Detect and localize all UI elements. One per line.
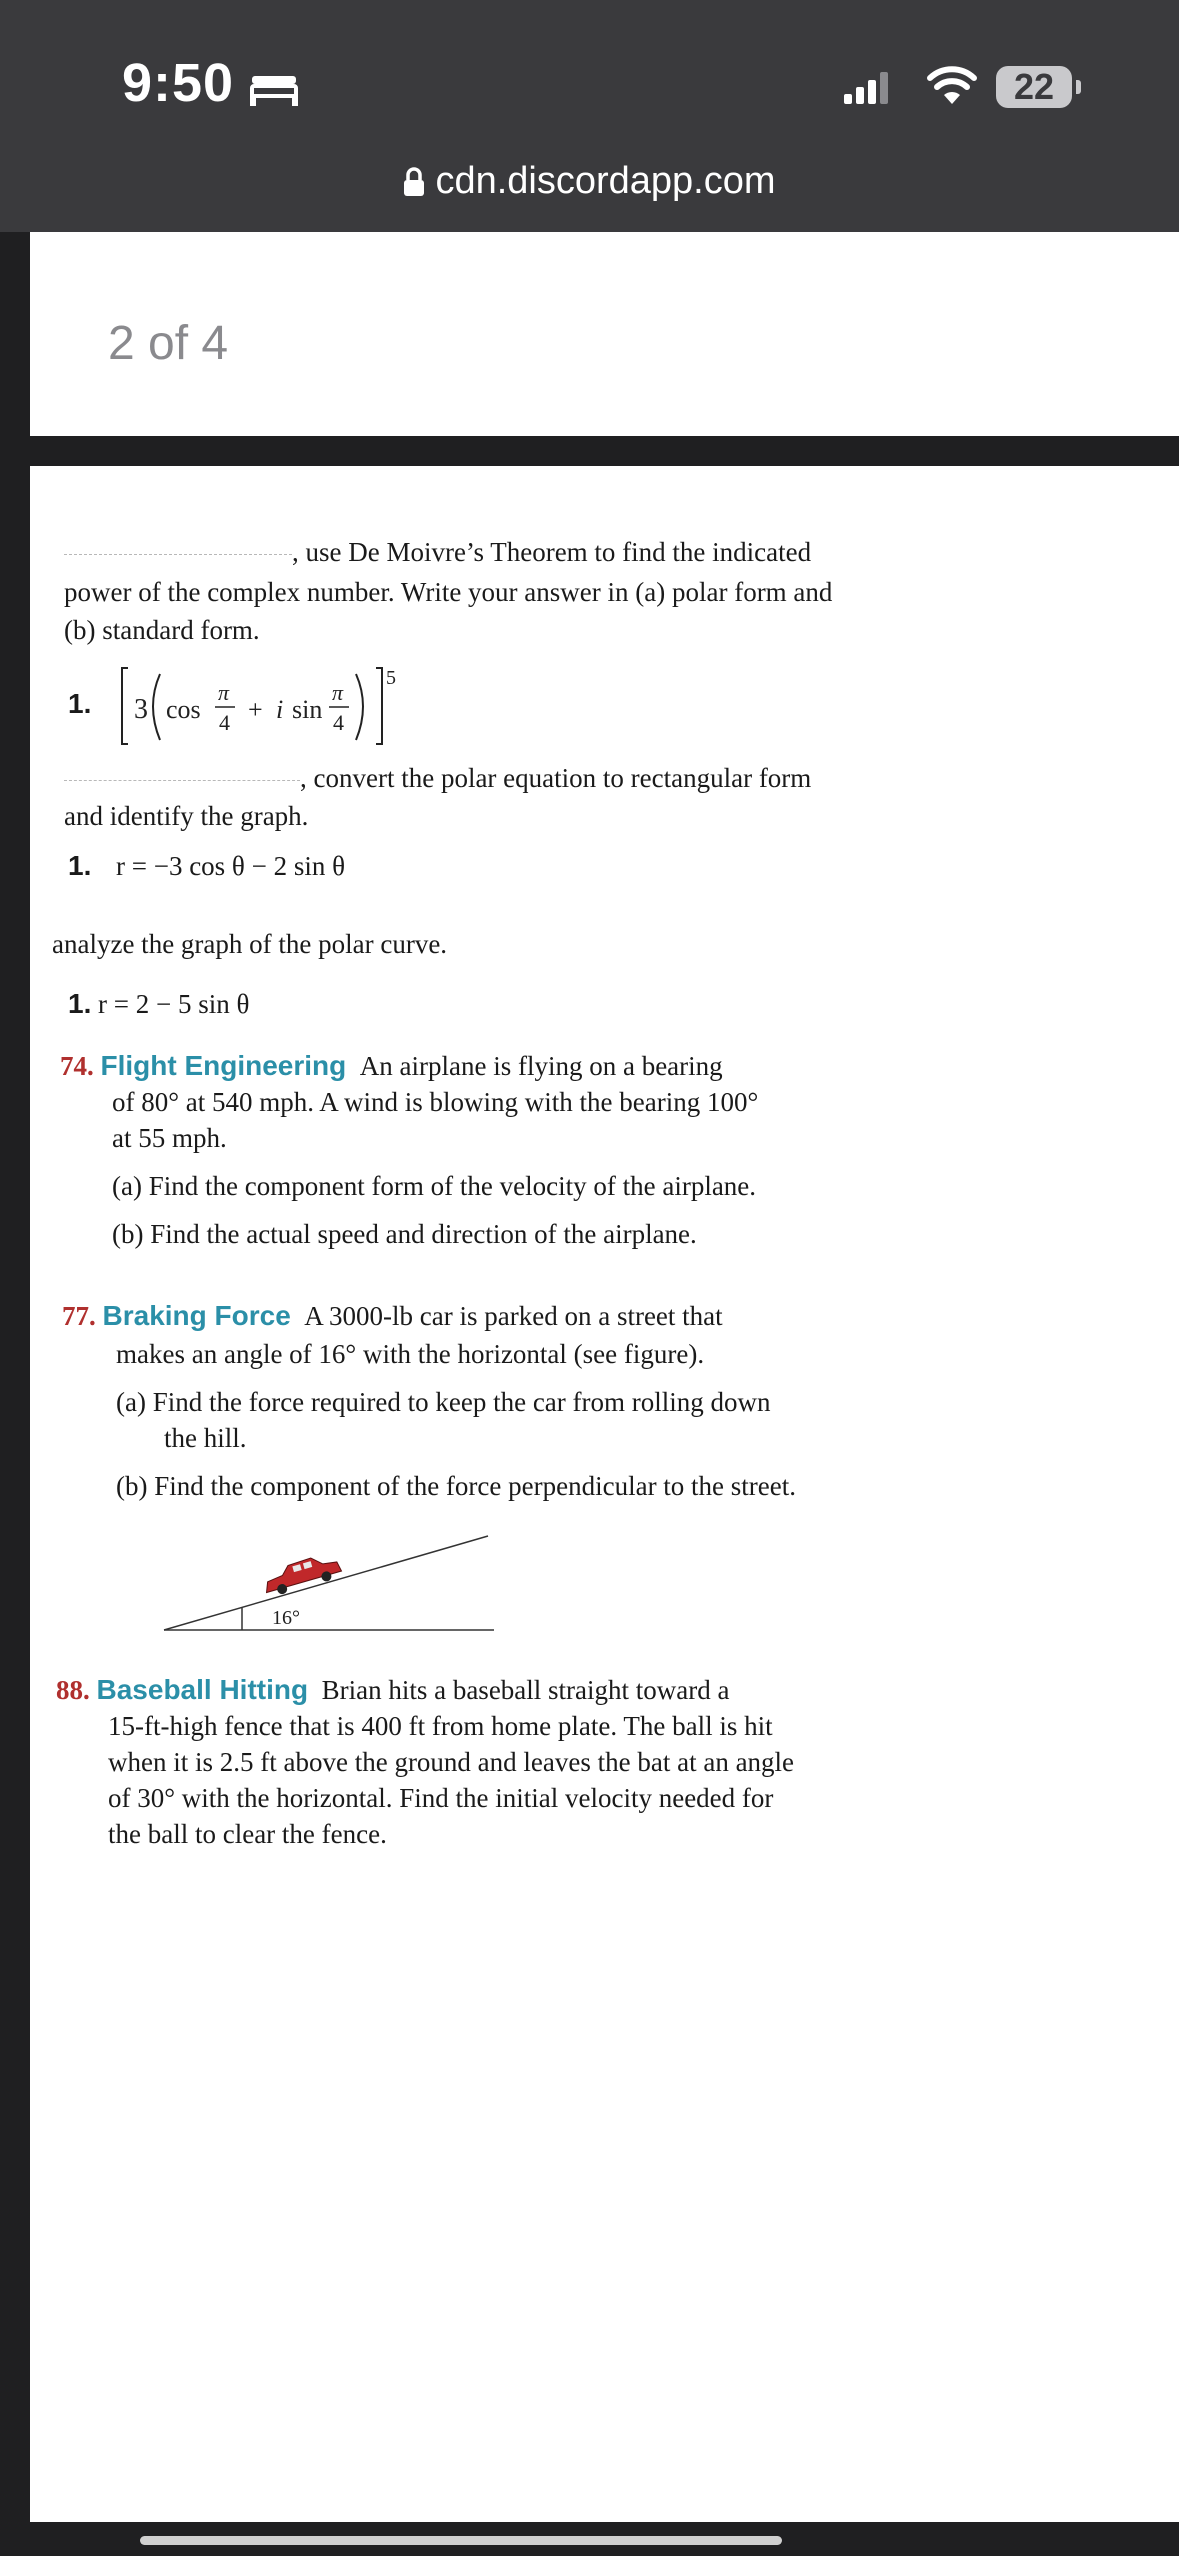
- p88-text-line5: the ball to clear the fence.: [108, 1819, 387, 1849]
- p74-part-a: (a) Find the component form of the velocity of the airplane.: [112, 1171, 757, 1201]
- p88-text-line4: of 30° with the horizontal. Find the initial velocity needed for: [108, 1783, 774, 1813]
- svg-text:cos: cos: [166, 695, 201, 724]
- svg-text:π: π: [218, 680, 230, 705]
- sleep-mode-icon: [248, 72, 300, 108]
- p77-number: 77.: [62, 1301, 96, 1331]
- intro3-line: analyze the graph of the polar curve.: [52, 929, 448, 959]
- incline-figure: [160, 1528, 500, 1638]
- problem3-number: 1.: [68, 988, 92, 1019]
- p77-text-line1: A 3000-lb car is parked on a street that: [304, 1301, 723, 1331]
- wifi-icon: [926, 66, 978, 106]
- problem2-number: 1.: [68, 850, 92, 881]
- intro2-line1: , convert the polar equation to rectangular form: [64, 760, 811, 796]
- p88-number: 88.: [56, 1675, 90, 1705]
- p77-part-a-line2: the hill.: [164, 1423, 247, 1453]
- p77-part-b: (b) Find the component of the force perpendicular to the street.: [116, 1471, 797, 1501]
- p77-title: Braking Force: [102, 1300, 291, 1331]
- p77-heading: [62, 1298, 723, 1334]
- p74-text-line1: An airplane is flying on a bearing: [359, 1051, 723, 1081]
- lock-icon: [403, 167, 425, 197]
- page-divider: [30, 436, 1179, 466]
- problem1-number: 1.: [68, 688, 92, 719]
- svg-text:sin: sin: [292, 695, 323, 724]
- p74-number: 74.: [60, 1051, 94, 1081]
- svg-text:5: 5: [386, 667, 396, 689]
- battery-tip: [1076, 80, 1081, 94]
- p74-heading: [60, 1048, 723, 1084]
- intro1-line3: (b) standard form.: [64, 615, 260, 645]
- svg-text:i: i: [276, 695, 284, 724]
- p77-text-line2: makes an angle of 16° with the horizontal (see figure).: [116, 1339, 705, 1369]
- status-time: 9:50: [122, 53, 235, 113]
- p77-part-a-line1: (a) Find the force required to keep the car from rolling down: [116, 1387, 771, 1417]
- cellular-signal-icon: [842, 70, 892, 106]
- p74-title: Flight Engineering: [100, 1050, 347, 1081]
- p88-title: Baseball Hitting: [96, 1674, 309, 1705]
- page-count: 2 of 4: [108, 317, 229, 370]
- intro2-line2: and identify the graph.: [64, 801, 309, 831]
- problem3-expression: r = 2 − 5 sin θ: [98, 989, 250, 1019]
- url-text: cdn.discordapp.com: [435, 160, 776, 202]
- home-indicator[interactable]: [140, 2536, 782, 2545]
- p88-text-line3: when it is 2.5 ft above the ground and leaves the bat at an angle: [108, 1747, 795, 1777]
- p88-text-line1: Brian hits a baseball straight toward a: [321, 1675, 730, 1705]
- svg-text:π: π: [332, 680, 344, 705]
- problem2-expression: r = −3 cos θ − 2 sin θ: [116, 851, 346, 881]
- p88-heading: [56, 1672, 729, 1708]
- svg-text:4: 4: [219, 710, 230, 735]
- street-line: [164, 1536, 488, 1630]
- p74-text-line2: of 80° at 540 mph. A wind is blowing with the bearing 100°: [112, 1087, 759, 1117]
- svg-text:3: 3: [134, 694, 148, 725]
- svg-text:+: +: [248, 695, 263, 724]
- car-icon: [261, 1551, 343, 1598]
- figure-angle-label: 16°: [272, 1607, 300, 1629]
- svg-text:4: 4: [333, 710, 344, 735]
- viewer-left-edge: [0, 232, 30, 2556]
- problem1-expression: [120, 660, 440, 750]
- address-bar[interactable]: [0, 160, 1179, 203]
- intro1-line1: , use De Moivre’s Theorem to find the indicated: [64, 534, 811, 570]
- p88-text-line2: 15-ft-high fence that is 400 ft from home plate. The ball is hit: [108, 1711, 773, 1741]
- battery-icon: 22: [996, 66, 1072, 108]
- p74-part-b: (b) Find the actual speed and direction of the airplane.: [112, 1219, 697, 1249]
- p74-text-line3: at 55 mph.: [112, 1123, 227, 1153]
- intro1-line2: power of the complex number. Write your answer in (a) polar form and: [64, 577, 833, 607]
